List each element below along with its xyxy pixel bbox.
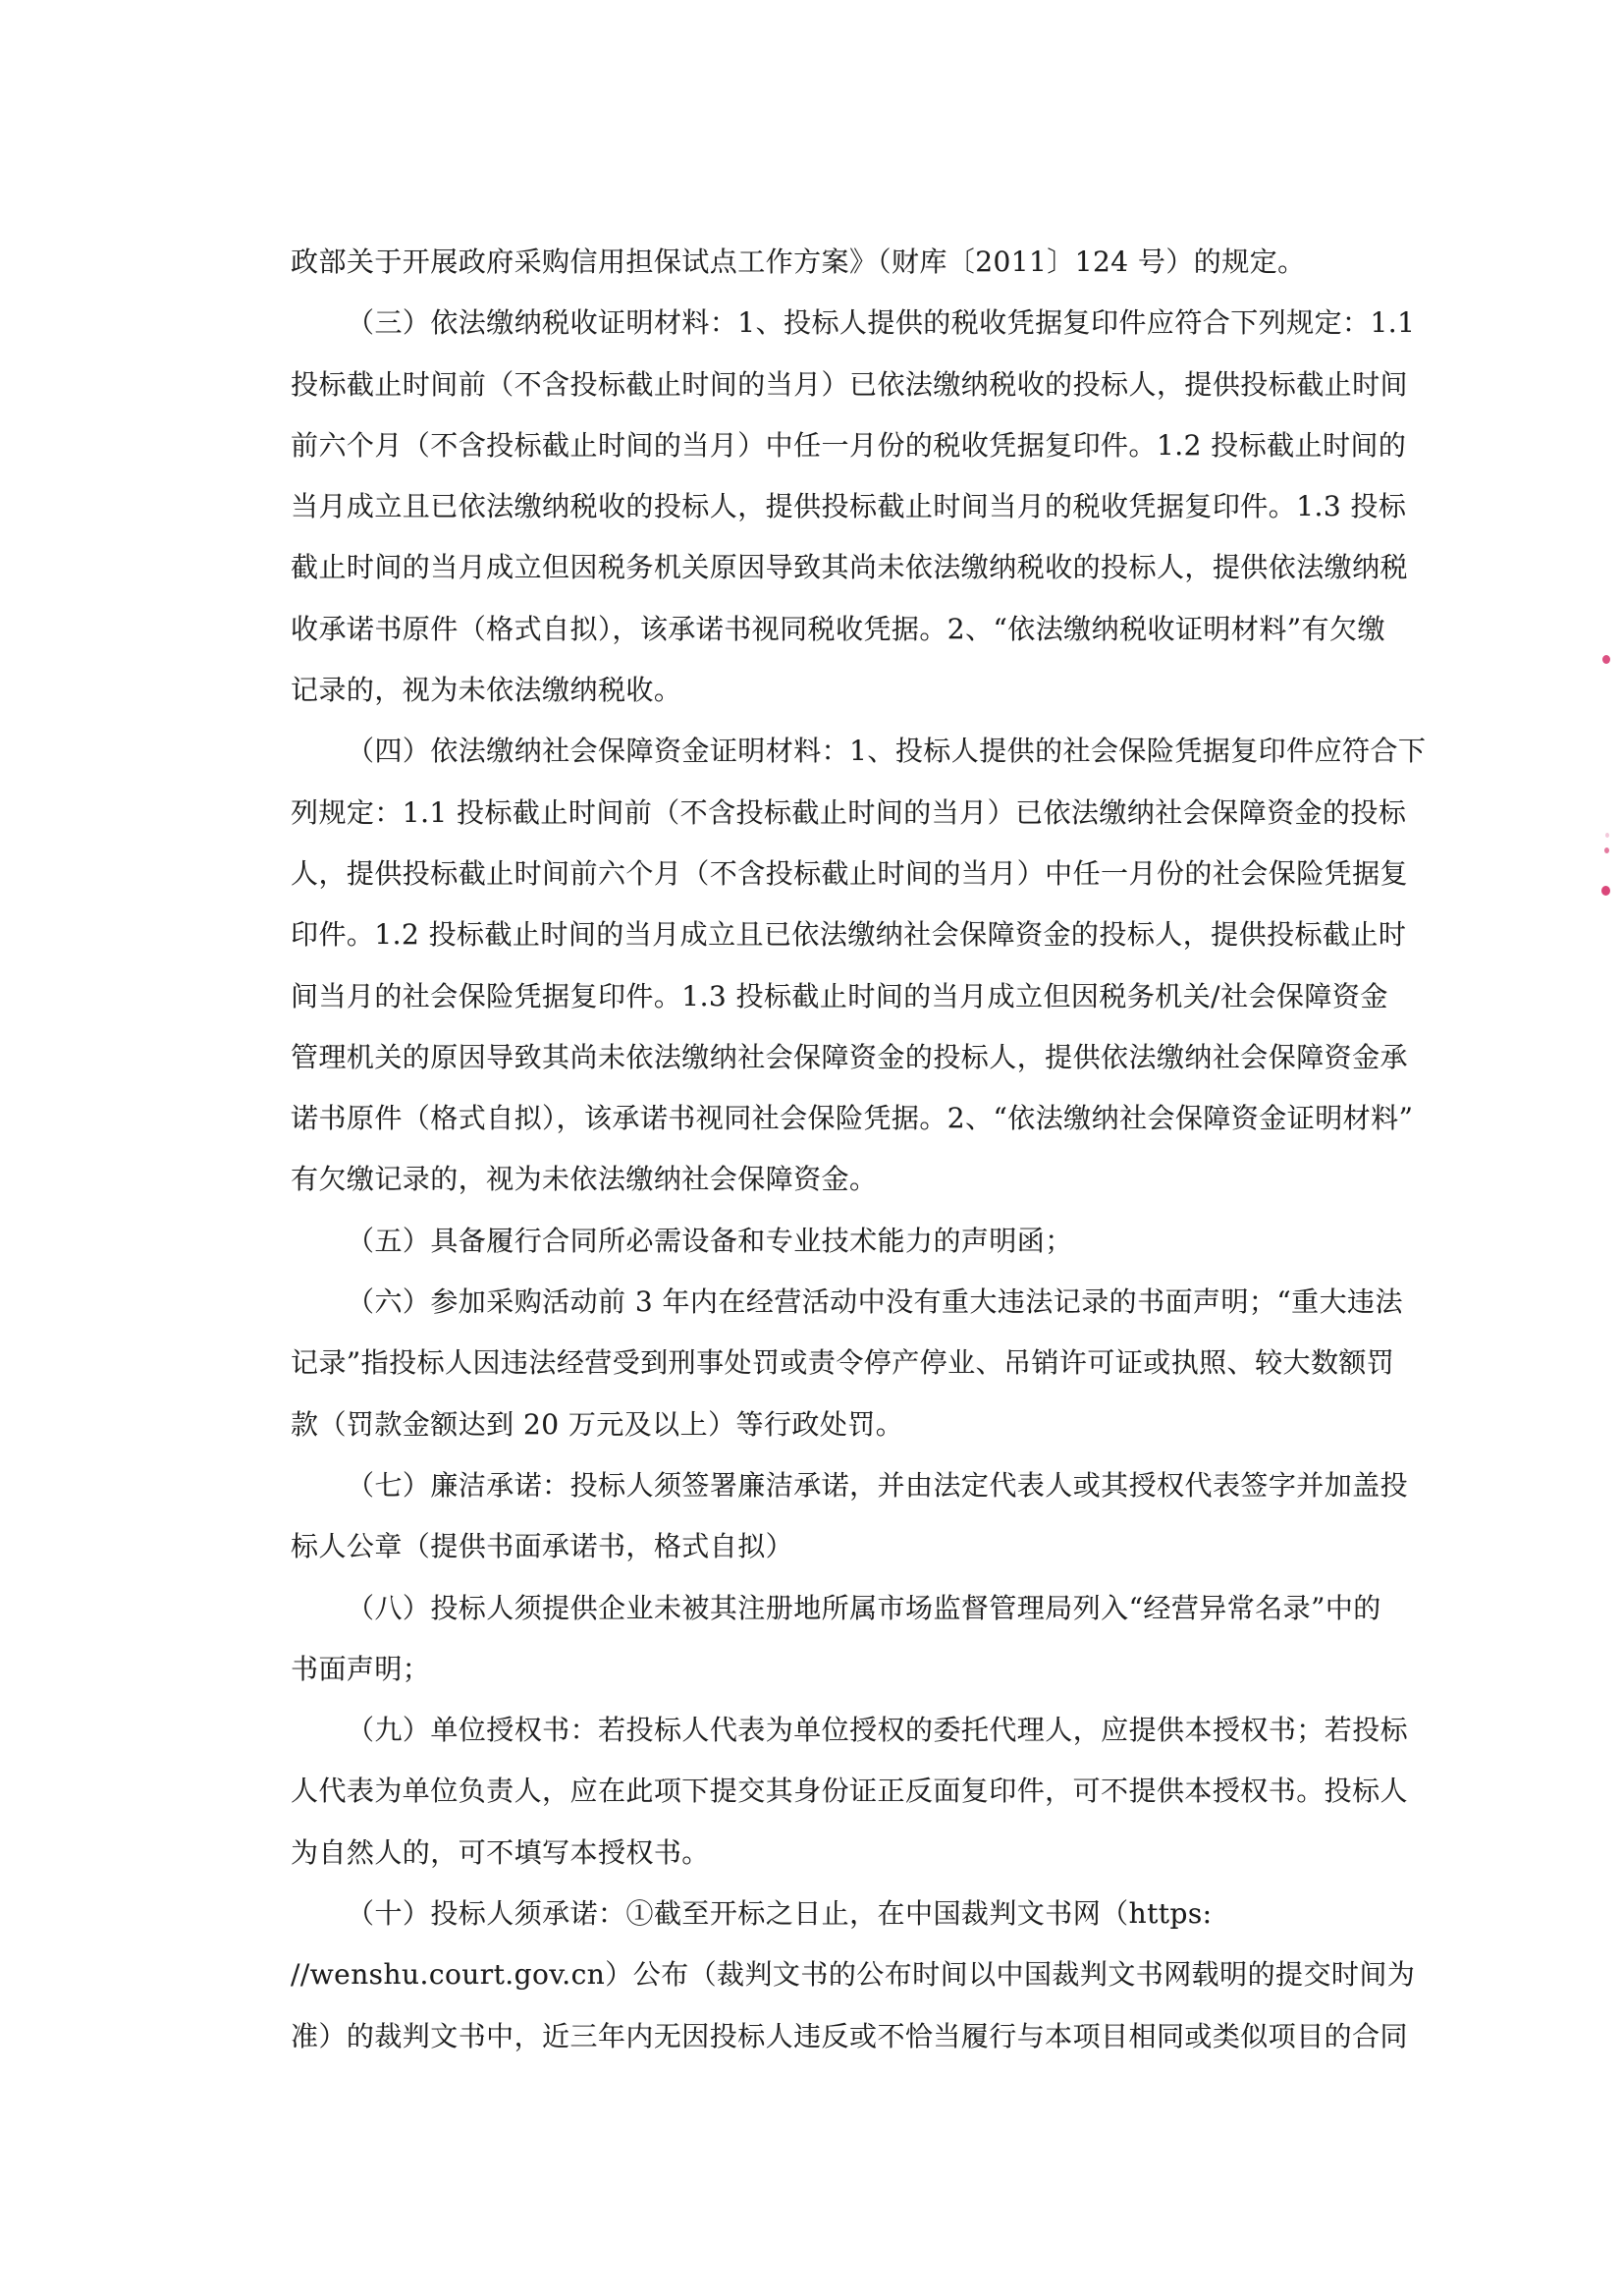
text-line: 当月成立且已依法缴纳税收的投标人，提供投标截止时间当月的税收凭据复印件。1.3 投标: [291, 490, 1407, 523]
text-line: （七）廉洁承诺：投标人须签署廉洁承诺，并由法定代表人或其授权代表签字并加盖投: [347, 1468, 1409, 1502]
text-line: 印件。1.2 投标截止时间的当月成立且已依法缴纳社会保障资金的投标人，提供投标截止时: [291, 918, 1407, 952]
text-line: 政部关于开展政府采购信用担保试点工作方案》（财库〔2011〕124 号）的规定。: [291, 246, 1306, 278]
text-line: （三）依法缴纳税收证明材料：1、投标人提供的税收凭据复印件应符合下列规定：1.1: [347, 306, 1416, 340]
text-line: （四）依法缴纳社会保障资金证明材料：1、投标人提供的社会保险凭据复印件应符合下: [347, 735, 1427, 768]
text-line: （八）投标人须提供企业未被其注册地所属市场监督管理局列入“经营异常名录”中的: [347, 1591, 1381, 1624]
ink-speck: [1601, 886, 1610, 896]
text-line: 标人公章（提供书面承诺书，格式自拟）: [291, 1530, 794, 1563]
text-line: 准）的裁判文书中，近三年内无因投标人违反或不恰当履行与本项目相同或类似项目的合同: [291, 2019, 1409, 2052]
text-line: 款（罚款金额达到 20 万元及以上）等行政处罚。: [291, 1407, 904, 1441]
text-line: 列规定：1.1 投标截止时间前（不含投标截止时间的当月）已依法缴纳社会保障资金的投标: [291, 795, 1407, 829]
text-line: 人，提供投标截止时间前六个月（不含投标截止时间的当月）中任一月份的社会保险凭据复: [291, 856, 1409, 890]
text-line: （五）具备履行合同所必需设备和专业技术能力的声明函；: [347, 1224, 1073, 1257]
document-text-block: [291, 232, 1427, 2067]
text-line: 有欠缴记录的，视为未依法缴纳社会保障资金。: [291, 1163, 878, 1196]
text-line: （十）投标人须承诺：①截至开标之日止，在中国裁判文书网（https:: [347, 1897, 1213, 1931]
text-line: 投标截止时间前（不含投标截止时间的当月）已依法缴纳税收的投标人，提供投标截止时间: [291, 367, 1409, 401]
text-line: 记录的，视为未依法缴纳税收。: [291, 674, 682, 707]
text-line: 诺书原件（格式自拟），该承诺书视同社会保险凭据。2、“依法缴纳社会保障资金证明材料”: [291, 1102, 1414, 1135]
text-line: 记录”指投标人因违法经营受到刑事处罚或责令停产停业、吊销许可证或执照、较大数额罚: [291, 1346, 1395, 1380]
text-line: （九）单位授权书：若投标人代表为单位授权的委托代理人，应提供本授权书；若投标: [347, 1714, 1409, 1747]
text-line: 间当月的社会保险凭据复印件。1.3 投标截止时间的当月成立但因税务机关/社会保障资金: [291, 979, 1388, 1012]
text-line: （六）参加采购活动前 3 年内在经营活动中没有重大违法记录的书面声明；“重大违法: [347, 1285, 1403, 1319]
text-line: 截止时间的当月成立但因税务机关原因导致其尚未依法缴纳税收的投标人，提供依法缴纳税: [291, 551, 1409, 584]
text-line: 前六个月（不含投标截止时间的当月）中任一月份的税收凭据复印件。1.2 投标截止时间的: [291, 428, 1407, 462]
text-line: 管理机关的原因导致其尚未依法缴纳社会保障资金的投标人，提供依法缴纳社会保障资金承: [291, 1040, 1409, 1073]
text-line: 书面声明；: [291, 1652, 431, 1685]
text-line: 为自然人的，可不填写本授权书。: [291, 1835, 710, 1869]
text-line: 人代表为单位负责人，应在此项下提交其身份证正反面复印件，可不提供本授权书。投标人: [291, 1775, 1409, 1808]
text-line: 收承诺书原件（格式自拟），该承诺书视同税收凭据。2、“依法缴纳税收证明材料”有欠缴: [291, 612, 1385, 645]
ink-speck: [1602, 655, 1610, 664]
ink-speck: [1604, 847, 1609, 853]
text-line: //wenshu.court.gov.cn）公布（裁判文书的公布时间以中国裁判文书网载明的提交时间为: [291, 1958, 1416, 1992]
ink-speck: [1605, 833, 1609, 838]
